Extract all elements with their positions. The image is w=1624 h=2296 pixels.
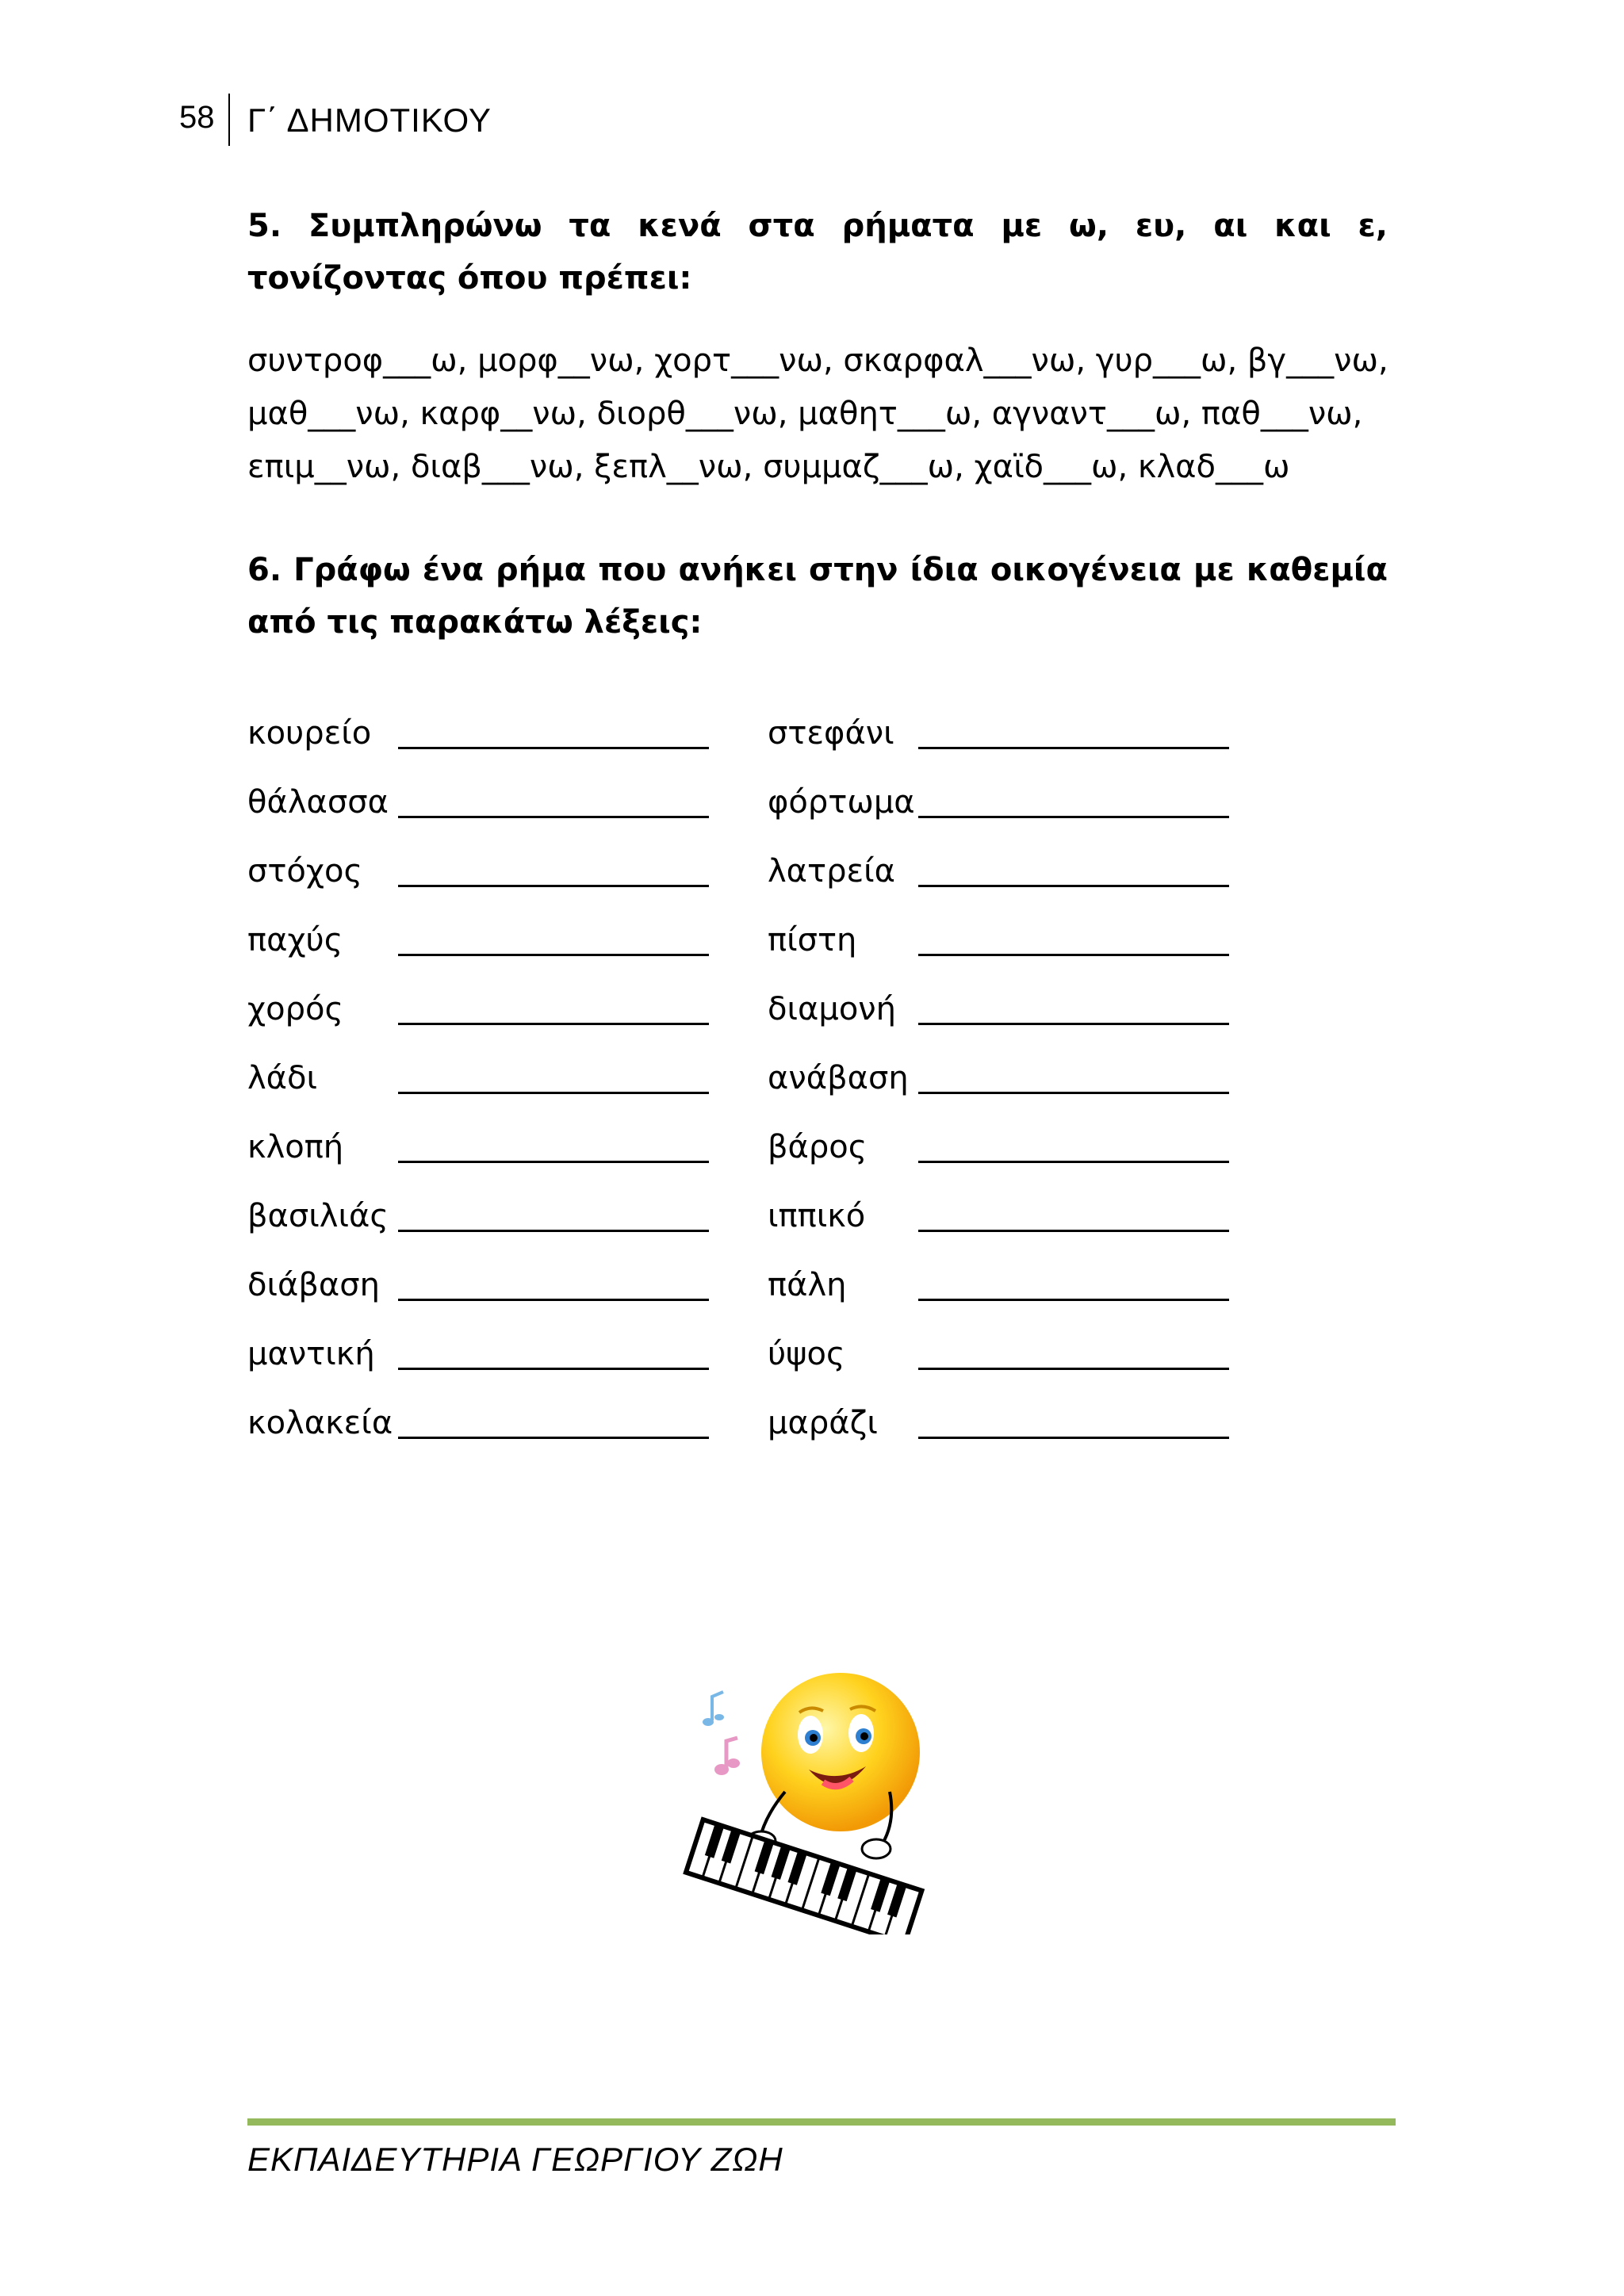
word-label: μαντική <box>247 1336 375 1372</box>
answer-blank[interactable] <box>918 816 1229 818</box>
page-number: 58 <box>179 100 215 135</box>
word-label: διάβαση <box>247 1267 380 1303</box>
answer-blank[interactable] <box>398 1437 709 1439</box>
fill-in-line: μαθ___νω, καρφ__νω, διορθ___νω, μαθητ___ω, αγναντ___ω, παθ___νω, <box>247 396 1363 432</box>
answer-blank[interactable] <box>918 1299 1229 1301</box>
answer-blank[interactable] <box>918 1368 1229 1370</box>
word-label: λάδι <box>247 1060 318 1096</box>
word-label: ιππικό <box>768 1198 866 1234</box>
answer-blank[interactable] <box>918 954 1229 956</box>
word-label: βασιλιάς <box>247 1198 389 1234</box>
exercise-6-title: 6. Γράφω ένα ρήμα που ανήκει στην ίδια οικογένεια με καθεμία από τις παρακάτω λέξεις: <box>247 552 1388 641</box>
answer-blank[interactable] <box>398 1161 709 1163</box>
answer-blank[interactable] <box>918 1437 1229 1439</box>
word-label: κλοπή <box>247 1129 344 1165</box>
word-label: μαράζι <box>768 1405 878 1441</box>
word-label: πάλη <box>768 1267 847 1303</box>
fill-in-line: επιμ__νω, διαβ___νω, ξεπλ__νω, συμμαζ___ω, χαϊδ___ω, κλαδ___ω <box>247 449 1290 485</box>
answer-blank[interactable] <box>918 747 1229 749</box>
fill-in-line: συντροφ___ω, μορφ__νω, χορτ___νω, σκαρφαλ___νω, γυρ___ω, βγ___νω, <box>247 342 1388 379</box>
answer-blank[interactable] <box>918 1161 1229 1163</box>
word-label: στεφάνι <box>768 715 894 752</box>
music-note-icon <box>703 1692 740 1775</box>
answer-blank[interactable] <box>398 816 709 818</box>
word-label: φόρτωμα <box>768 784 915 821</box>
word-label: θάλασσα <box>247 784 389 821</box>
word-label: λατρεία <box>768 853 896 890</box>
word-label: ύψος <box>768 1336 845 1372</box>
word-label: πίστη <box>768 922 857 959</box>
footer-text: ΕΚΠΑΙΔΕΥΤΗΡΙΑ ΓΕΩΡΓΙΟΥ ΖΩΗ <box>247 2141 783 2178</box>
answer-blank[interactable] <box>398 1230 709 1232</box>
word-label: ανάβαση <box>768 1060 909 1096</box>
exercise-5-title: 5. Συμπληρώνω τα κενά στα ρήματα με ω, ευ, αι και ε, τονίζοντας όπου πρέπει: <box>247 208 1388 297</box>
word-label: κουρείο <box>247 715 372 752</box>
answer-blank[interactable] <box>918 885 1229 887</box>
smiley-playing-piano-icon <box>682 1665 936 1934</box>
section-label: Γ΄ ΔΗΜΟΤΙΚΟΥ <box>247 101 492 139</box>
answer-blank[interactable] <box>398 885 709 887</box>
word-label: βάρος <box>768 1129 868 1165</box>
word-label: παχύς <box>247 922 343 959</box>
answer-blank[interactable] <box>918 1230 1229 1232</box>
answer-blank[interactable] <box>398 1368 709 1370</box>
footer-rule <box>247 2118 1396 2126</box>
word-label: στόχος <box>247 853 362 890</box>
answer-blank[interactable] <box>398 1023 709 1025</box>
header-divider <box>228 94 230 146</box>
answer-blank[interactable] <box>398 954 709 956</box>
answer-blank[interactable] <box>398 747 709 749</box>
word-label: κολακεία <box>247 1405 393 1441</box>
word-label: διαμονή <box>768 991 896 1027</box>
word-label: χορός <box>247 991 343 1027</box>
answer-blank[interactable] <box>918 1023 1229 1025</box>
answer-blank[interactable] <box>398 1299 709 1301</box>
answer-blank[interactable] <box>398 1092 709 1094</box>
answer-blank[interactable] <box>918 1092 1229 1094</box>
